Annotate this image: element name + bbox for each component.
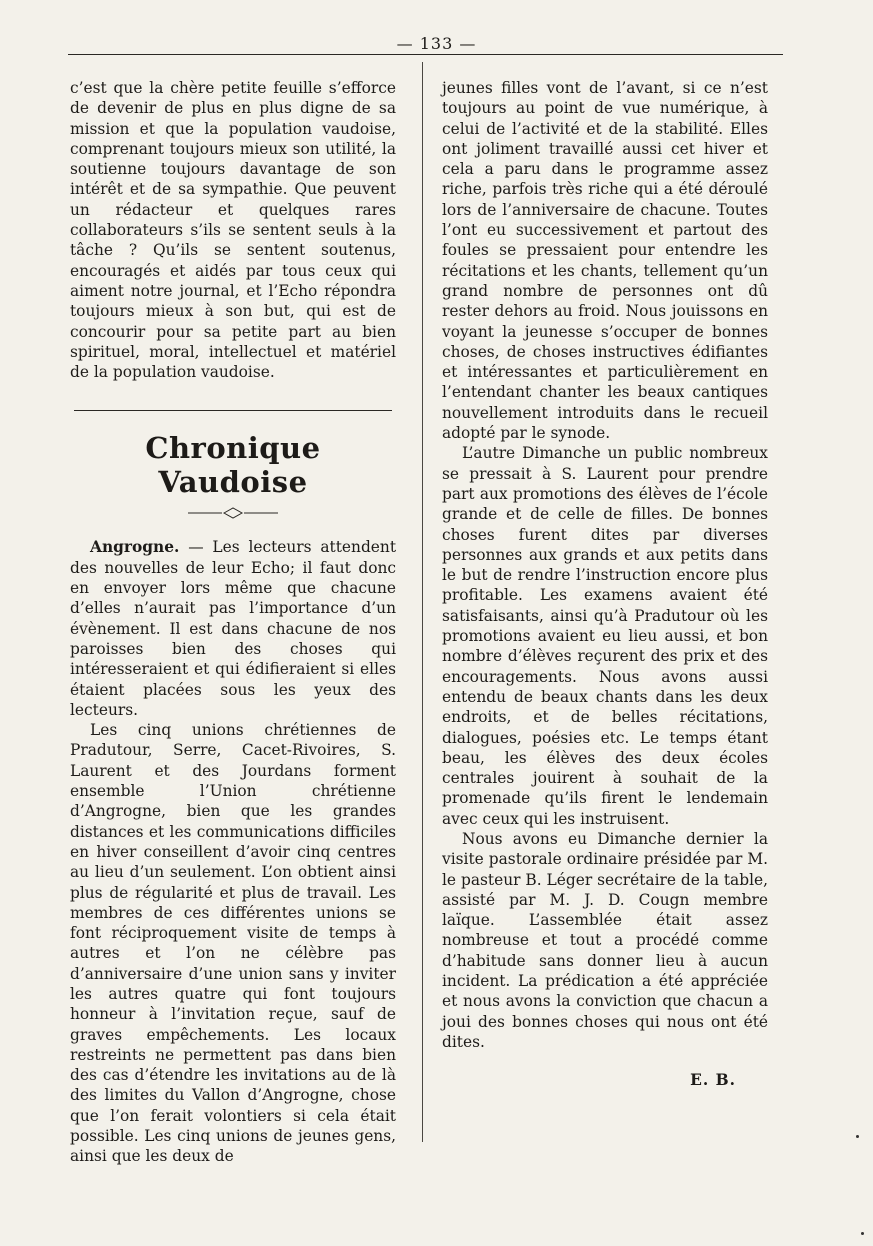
- ornament-icon: [188, 507, 278, 519]
- unions-paragraph: Les cinq unions chrétiennes de Pradutour, Serre, Cacet-Rivoires, S. Laurent et des Jourdans forment ensemble l’Union chrétienne d’Angrogne, bien que les grandes distances et les communications difficiles en hiver conseillent d’avoir cinq centres au lieu d’un seulement. L’on obtient ainsi plus de régularité et plus de travail. Les membres de ces différentes unions se font réciproquement visite de temps à autres et l’on ne célèbre pas d’anniversaire d’une union sans y inviter les autres quatre qui font toujours honneur à l’invitation reçue, sauf de graves empêchements. Les locaux restreints ne permettent pas dans bien des cas d’étendre les invitations au de là des limites du Vallon d’Angrogne, chose que l’on ferait volontiers si cela était possible. Les cinq unions de jeunes gens, ainsi que les deux de: [70, 721, 396, 1166]
- intro-paragraph: c’est que la chère petite feuille s’efforce de devenir de plus en plus digne de sa mission et que la population vaudoise, comprenant toujours mieux son utilité, la soutienne toujours davantage de son intérêt et de sa sympathie. Que peuvent un rédacteur et quelques rares collaborateurs s’ils se sentent seuls à la tâche ? Qu’ils se sentent soutenus, encouragés et aidés par tous ceux qui aiment notre journal, et l’Echo répondra toujours mieux à son but, qui est de concourir pour sa petite part au bien spirituel, moral, intellectuel et matériel de la population vaudoise.: [70, 79, 396, 382]
- continuation-paragraph: jeunes filles vont de l’avant, si ce n’est toujours au point de vue numérique, à celui de l’activité et de la stabilité. Elles ont joliment travaillé aussi cet hiver et cela a paru dans le programme assez riche, parfois très riche qui a été déroulé lors de l’anniversaire de chacune. Toutes l’ont eu successivement et partout des foules se pressaient pour entendre les récitations et les chants, tellement qu’un grand nombre de personnes ont dû rester dehors au froid. Nous jouissons en voyant la jeunesse s’occuper de bonnes choses, de choses instructives édifiantes et intéressantes et particulièrement en l’entendant chanter les beaux cantiques nouvellement introduits dans le recueil adopté par le synode.: [442, 79, 768, 443]
- section-title: Chronique Vaudoise: [145, 431, 321, 500]
- print-mark: [856, 1135, 859, 1138]
- right-column: [442, 78, 768, 1091]
- place-name: Angrogne.: [90, 538, 180, 557]
- promotions-paragraph: L’autre Dimanche un public nombreux se pressait à S. Laurent pour prendre part aux promotions des élèves de l’école grande et de celle de filles. De bonnes choses furent dites par diverses personnes aux grands et aux petits dans le but de rendre l’instruction encore plus profitable. Les examens avaient été satisfaisants, ainsi qu’à Pradutour où les promotions avaient eu lieu aussi, et bon nombre d’élèves reçurent des prix et des encouragements. Nous avons aussi entendu de beaux chants dans les deux endroits, et de belles récitations, dialogues, poésies etc. Le temps étant beau, les élèves des deux écoles centrales jouirent à souhait de la promenade qu’ils firent le lendemain avec ceux qui les instruisent.: [442, 444, 768, 828]
- section-rule: [74, 410, 392, 411]
- page-number: — 133 —: [396, 34, 477, 53]
- header-rule: [68, 54, 783, 55]
- visite-paragraph: Nous avons eu Dimanche dernier la visite pastorale ordinaire présidée par M. le pasteur B. Léger secrétaire de la table, assisté par M. J. D. Cougn membre laïque. L’assemblée était assez nombreuse et tout a procédé comme d’habitude sans donner lieu à aucun incident. La prédication a été appréciée et nous avons la conviction que chacun a joui des bonnes choses qui nous ont été dites.: [442, 829, 768, 1051]
- print-mark: [861, 1232, 864, 1235]
- signature: E. B.: [690, 1071, 736, 1090]
- left-column: [70, 78, 396, 1167]
- angrogne-text: — Les lecteurs attendent des nouvelles de leur Echo; il faut donc en envoyer lors même que chacune d’elles n’aurait pas l’importance d’un évènement. Il est dans chacune de nos paroisses bien des choses qui intéresseraient et qui édifieraient si elles étaient placées sous les yeux des lecteurs.: [70, 538, 396, 719]
- column-divider: [422, 62, 423, 1142]
- angrogne-paragraph: [70, 537, 396, 720]
